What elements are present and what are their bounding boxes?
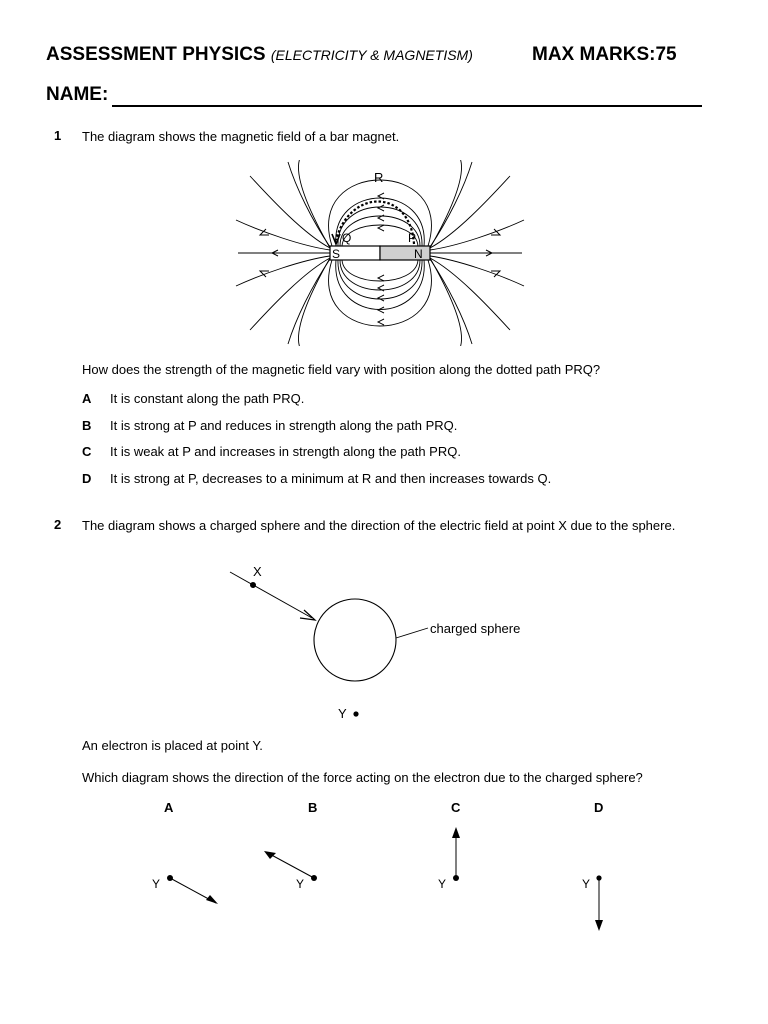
option-text: It is strong at P and reduces in strength along the path PRQ. <box>110 418 458 433</box>
choice-b-arrowhead <box>264 851 276 859</box>
question-1-question: How does the strength of the magnetic field vary with position along the dotted path PRQ? <box>82 362 601 377</box>
option-text: It is weak at P and increases in strength along the path PRQ. <box>110 444 461 459</box>
option-text: It is strong at P, decreases to a minimum at R and then increases towards Q. <box>110 471 552 486</box>
charged-sphere-diagram <box>222 562 542 724</box>
point-x-dot <box>250 582 256 588</box>
question-2-number: 2 <box>54 517 62 532</box>
sphere-leader-line <box>396 628 428 638</box>
field-line <box>430 258 510 330</box>
choice-a-letter: A <box>164 800 174 815</box>
choice-d-letter: D <box>594 800 604 815</box>
choice-b-point: Y <box>296 877 305 891</box>
field-line <box>342 225 418 246</box>
field-arrow <box>378 319 384 325</box>
field-line <box>250 176 330 248</box>
field-line <box>250 258 330 330</box>
sphere-label: charged sphere <box>430 621 521 636</box>
field-arrow <box>378 205 384 211</box>
option-letter: C <box>82 444 92 459</box>
field-line <box>342 260 418 281</box>
field-direction-line <box>230 572 312 618</box>
name-underline <box>112 105 702 107</box>
max-marks: MAX MARKS:75 <box>532 44 677 65</box>
field-line <box>298 258 330 346</box>
label-y: Y <box>338 706 347 721</box>
option-text: It is constant along the path PRQ. <box>110 391 305 406</box>
label-q: Q <box>342 231 352 245</box>
field-line <box>430 176 510 248</box>
bar-magnet-field-diagram <box>232 160 528 346</box>
q1-option-d <box>82 471 551 486</box>
field-line <box>336 260 425 310</box>
field-arrow <box>378 307 384 313</box>
label-s: S <box>332 247 341 261</box>
charged-sphere <box>314 599 396 681</box>
choice-d-arrowhead <box>595 920 603 931</box>
page-title <box>46 44 473 66</box>
q1-option-a <box>82 391 304 406</box>
field-line <box>298 160 330 248</box>
label-n: N <box>414 247 423 261</box>
field-arrow <box>378 295 384 301</box>
name-row <box>46 84 706 110</box>
label-r: R <box>374 170 384 185</box>
name-label: NAME: <box>46 84 109 105</box>
question-2-prompt: The diagram shows a charged sphere and the direction of the electric field at point X due to the sphere. <box>82 518 676 533</box>
choice-c-letter: C <box>451 800 461 815</box>
title-text: ASSESSMENT PHYSICS <box>46 44 266 65</box>
field-line <box>430 258 462 346</box>
field-line <box>430 160 462 248</box>
question-2-question: Which diagram shows the direction of the force acting on the electron due to the charged sphere? <box>82 770 643 785</box>
force-direction-choices <box>140 796 630 940</box>
question-1-prompt: The diagram shows the magnetic field of a bar magnet. <box>82 129 400 144</box>
question-1-number: 1 <box>54 128 62 143</box>
point-y-dot <box>353 711 358 716</box>
option-letter: A <box>82 391 92 406</box>
q1-option-b <box>82 418 457 433</box>
field-line <box>430 259 472 344</box>
field-arrow <box>378 225 384 231</box>
choice-d-point: Y <box>582 877 591 891</box>
field-line <box>430 162 472 247</box>
q1-option-c <box>82 444 461 459</box>
option-letter: D <box>82 471 92 486</box>
choice-a-arrowhead <box>206 895 218 904</box>
choice-b-arrow-line <box>266 852 314 878</box>
label-p: P <box>408 231 417 245</box>
choice-a-point: Y <box>152 877 161 891</box>
choice-b-letter: B <box>308 800 318 815</box>
field-line <box>340 260 420 290</box>
label-x: X <box>253 564 262 579</box>
page-subtitle: (ELECTRICITY & MAGNETISM) <box>270 47 473 63</box>
field-line <box>288 162 330 247</box>
option-letter: B <box>82 418 92 433</box>
page-header <box>46 44 736 72</box>
field-line <box>288 259 330 344</box>
choice-c-arrowhead <box>452 827 460 838</box>
field-arrow <box>378 275 384 281</box>
question-2-statement: An electron is placed at point Y. <box>82 738 263 753</box>
choice-c-point: Y <box>438 877 447 891</box>
